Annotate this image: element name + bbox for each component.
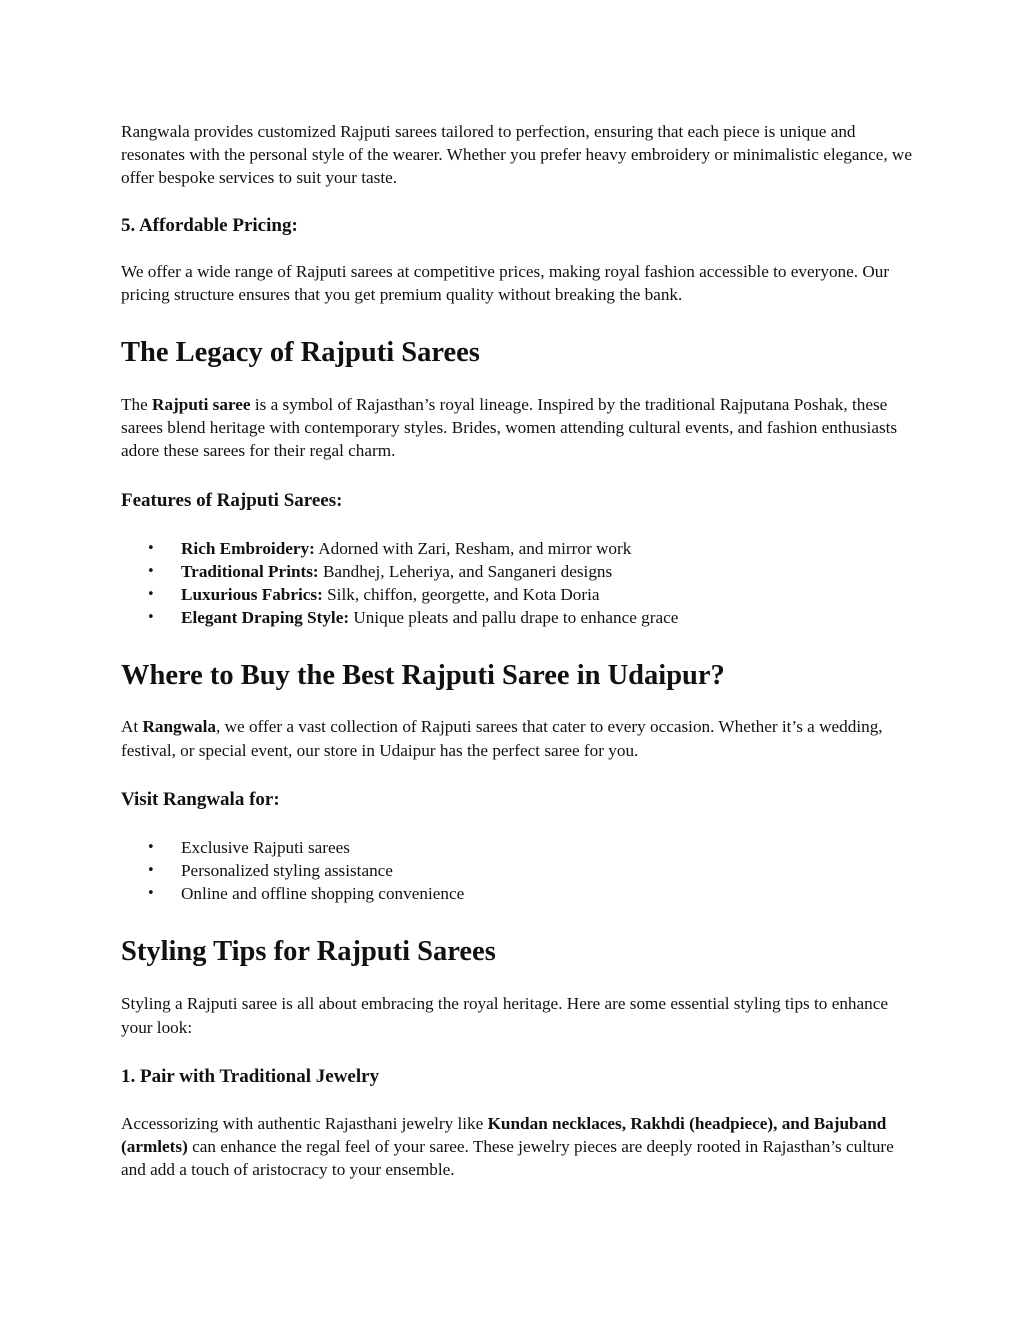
feature-text: Unique pleats and pallu drape to enhance grace	[349, 608, 679, 628]
legacy-text-before: The	[121, 395, 153, 415]
list-item	[147, 859, 921, 882]
list-item	[147, 836, 921, 859]
visit-heading: Visit Rangwala for:	[121, 788, 280, 810]
visit-list	[121, 836, 921, 906]
feature-label: Traditional Prints:	[181, 561, 319, 581]
feature-text: Adorned with Zari, Resham, and mirror work	[314, 538, 632, 558]
visit-item-text: Exclusive Rajputi sarees	[181, 837, 350, 857]
pricing-heading: 5. Affordable Pricing:	[121, 214, 298, 236]
list-item	[147, 583, 921, 606]
list-item	[147, 606, 921, 629]
bullet-icon: •	[147, 540, 155, 556]
jewelry-bold: Kundan necklaces, Rakhdi (headpiece), and Bajuband (armlets)	[121, 1113, 887, 1157]
bullet-icon: •	[147, 863, 155, 879]
feature-text: Bandhej, Leheriya, and Sanganeri designs	[318, 561, 613, 581]
styling-heading: Styling Tips for Rajputi Sarees	[121, 936, 496, 968]
styling-paragraph: Styling a Rajputi saree is all about embracing the royal heritage. Here are some essential styling tips to enhance your look:	[121, 994, 888, 1037]
where-bold: Rangwala	[142, 717, 217, 737]
list-item	[147, 560, 921, 583]
legacy-text-after: is a symbol of Rajasthan’s royal lineage. Inspired by the traditional Rajputana Poshak, these sarees blend heritage with contemporary styles. Brides, women attending cultural events, and fashion enthusiasts adore these sarees for their regal charm.	[121, 395, 898, 461]
feature-text: Silk, chiffon, georgette, and Kota Doria	[322, 585, 600, 605]
legacy-paragraph	[121, 393, 921, 463]
list-item	[147, 882, 921, 905]
feature-label: Elegant Draping Style:	[181, 608, 350, 628]
where-text-after: , we offer a vast collection of Rajputi sarees that cater to every occasion. Whether it’s a wedding, festival, or special event, our store in Udaipur has the perfect saree for you.	[121, 717, 883, 760]
list-item	[147, 537, 921, 560]
legacy-heading: The Legacy of Rajputi Sarees	[121, 337, 480, 369]
bullet-icon: •	[147, 886, 155, 902]
where-text-before: At	[121, 717, 143, 737]
feature-label: Rich Embroidery:	[181, 538, 315, 558]
jewelry-text-before: Accessorizing with authentic Rajasthani jewelry like	[121, 1113, 488, 1133]
bullet-icon: •	[147, 587, 155, 603]
features-list	[121, 537, 921, 630]
document-page	[121, 120, 921, 1181]
where-heading: Where to Buy the Best Rajputi Saree in Udaipur?	[121, 660, 725, 692]
legacy-bold: Rajputi saree	[152, 395, 251, 415]
jewelry-paragraph	[121, 1112, 921, 1182]
visit-item-text: Personalized styling assistance	[181, 861, 393, 881]
bullet-icon: •	[147, 839, 155, 855]
features-heading: Features of Rajputi Sarees:	[121, 489, 343, 511]
where-paragraph	[121, 715, 921, 761]
visit-item-text: Online and offline shopping convenience	[181, 884, 465, 904]
pricing-paragraph: We offer a wide range of Rajputi sarees at competitive prices, making royal fashion accessible to everyone. Our pricing structure ensures that you get premium quality without breaking the bank.	[121, 261, 890, 304]
bullet-icon: •	[147, 563, 155, 579]
intro-paragraph: Rangwala provides customized Rajputi sarees tailored to perfection, ensuring that each piece is unique and resonates with the personal style of the wearer. Whether you prefer heavy embroidery or minimalistic elegance, we offer bespoke services to suit your taste.	[121, 122, 912, 188]
jewelry-text-after: can enhance the regal feel of your saree. These jewelry pieces are deeply rooted in Rajasthan’s culture and add a touch of aristocracy to your ensemble.	[121, 1137, 894, 1180]
bullet-icon: •	[147, 610, 155, 626]
jewelry-heading: 1. Pair with Traditional Jewelry	[121, 1065, 380, 1087]
feature-label: Luxurious Fabrics:	[181, 585, 323, 605]
